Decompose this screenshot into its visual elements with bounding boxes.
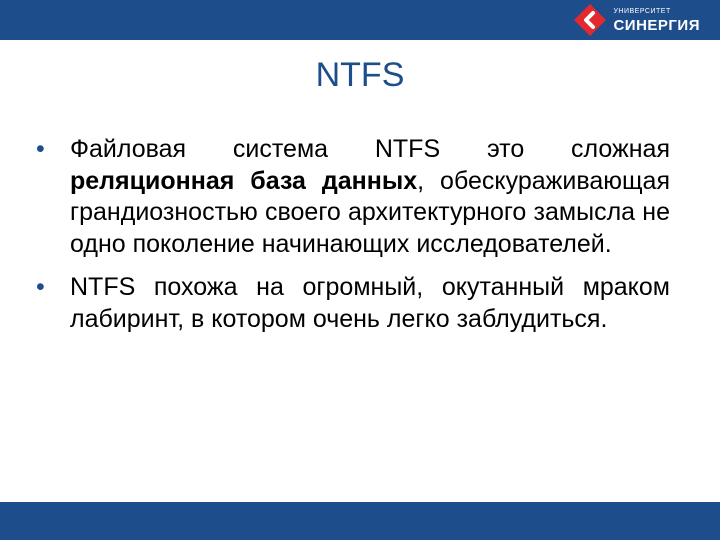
bullet-dot-icon: • bbox=[36, 273, 45, 301]
bullet-text: NTFS похожа на огромный, окутанный мраком лабиринт, в котором очень легко заблудиться. bbox=[70, 273, 670, 333]
synergy-logo-icon bbox=[573, 3, 607, 37]
logo-text bbox=[613, 8, 700, 33]
bullet-text: Файловая система NTFS это сложная bbox=[70, 135, 670, 163]
bullet-text: , обескураживающая грандиозностью своего архитектурного замысла не одно поколение начинающих исследователей. bbox=[70, 166, 670, 258]
logo-subtitle: УНИВЕРСИТЕТ bbox=[613, 7, 671, 15]
university-logo[interactable] bbox=[573, 3, 700, 37]
footer-bar bbox=[0, 502, 720, 540]
slide-title: NTFS bbox=[315, 56, 405, 94]
bullet-dot-icon: • bbox=[36, 135, 45, 163]
logo-name: СИНЕРГИЯ bbox=[613, 16, 700, 34]
bullet-item bbox=[34, 272, 670, 335]
bullet-item bbox=[34, 134, 670, 260]
slide-content bbox=[34, 134, 670, 347]
header-bar bbox=[0, 0, 720, 40]
bullet-text-bold: реляционная база данных bbox=[70, 166, 418, 195]
